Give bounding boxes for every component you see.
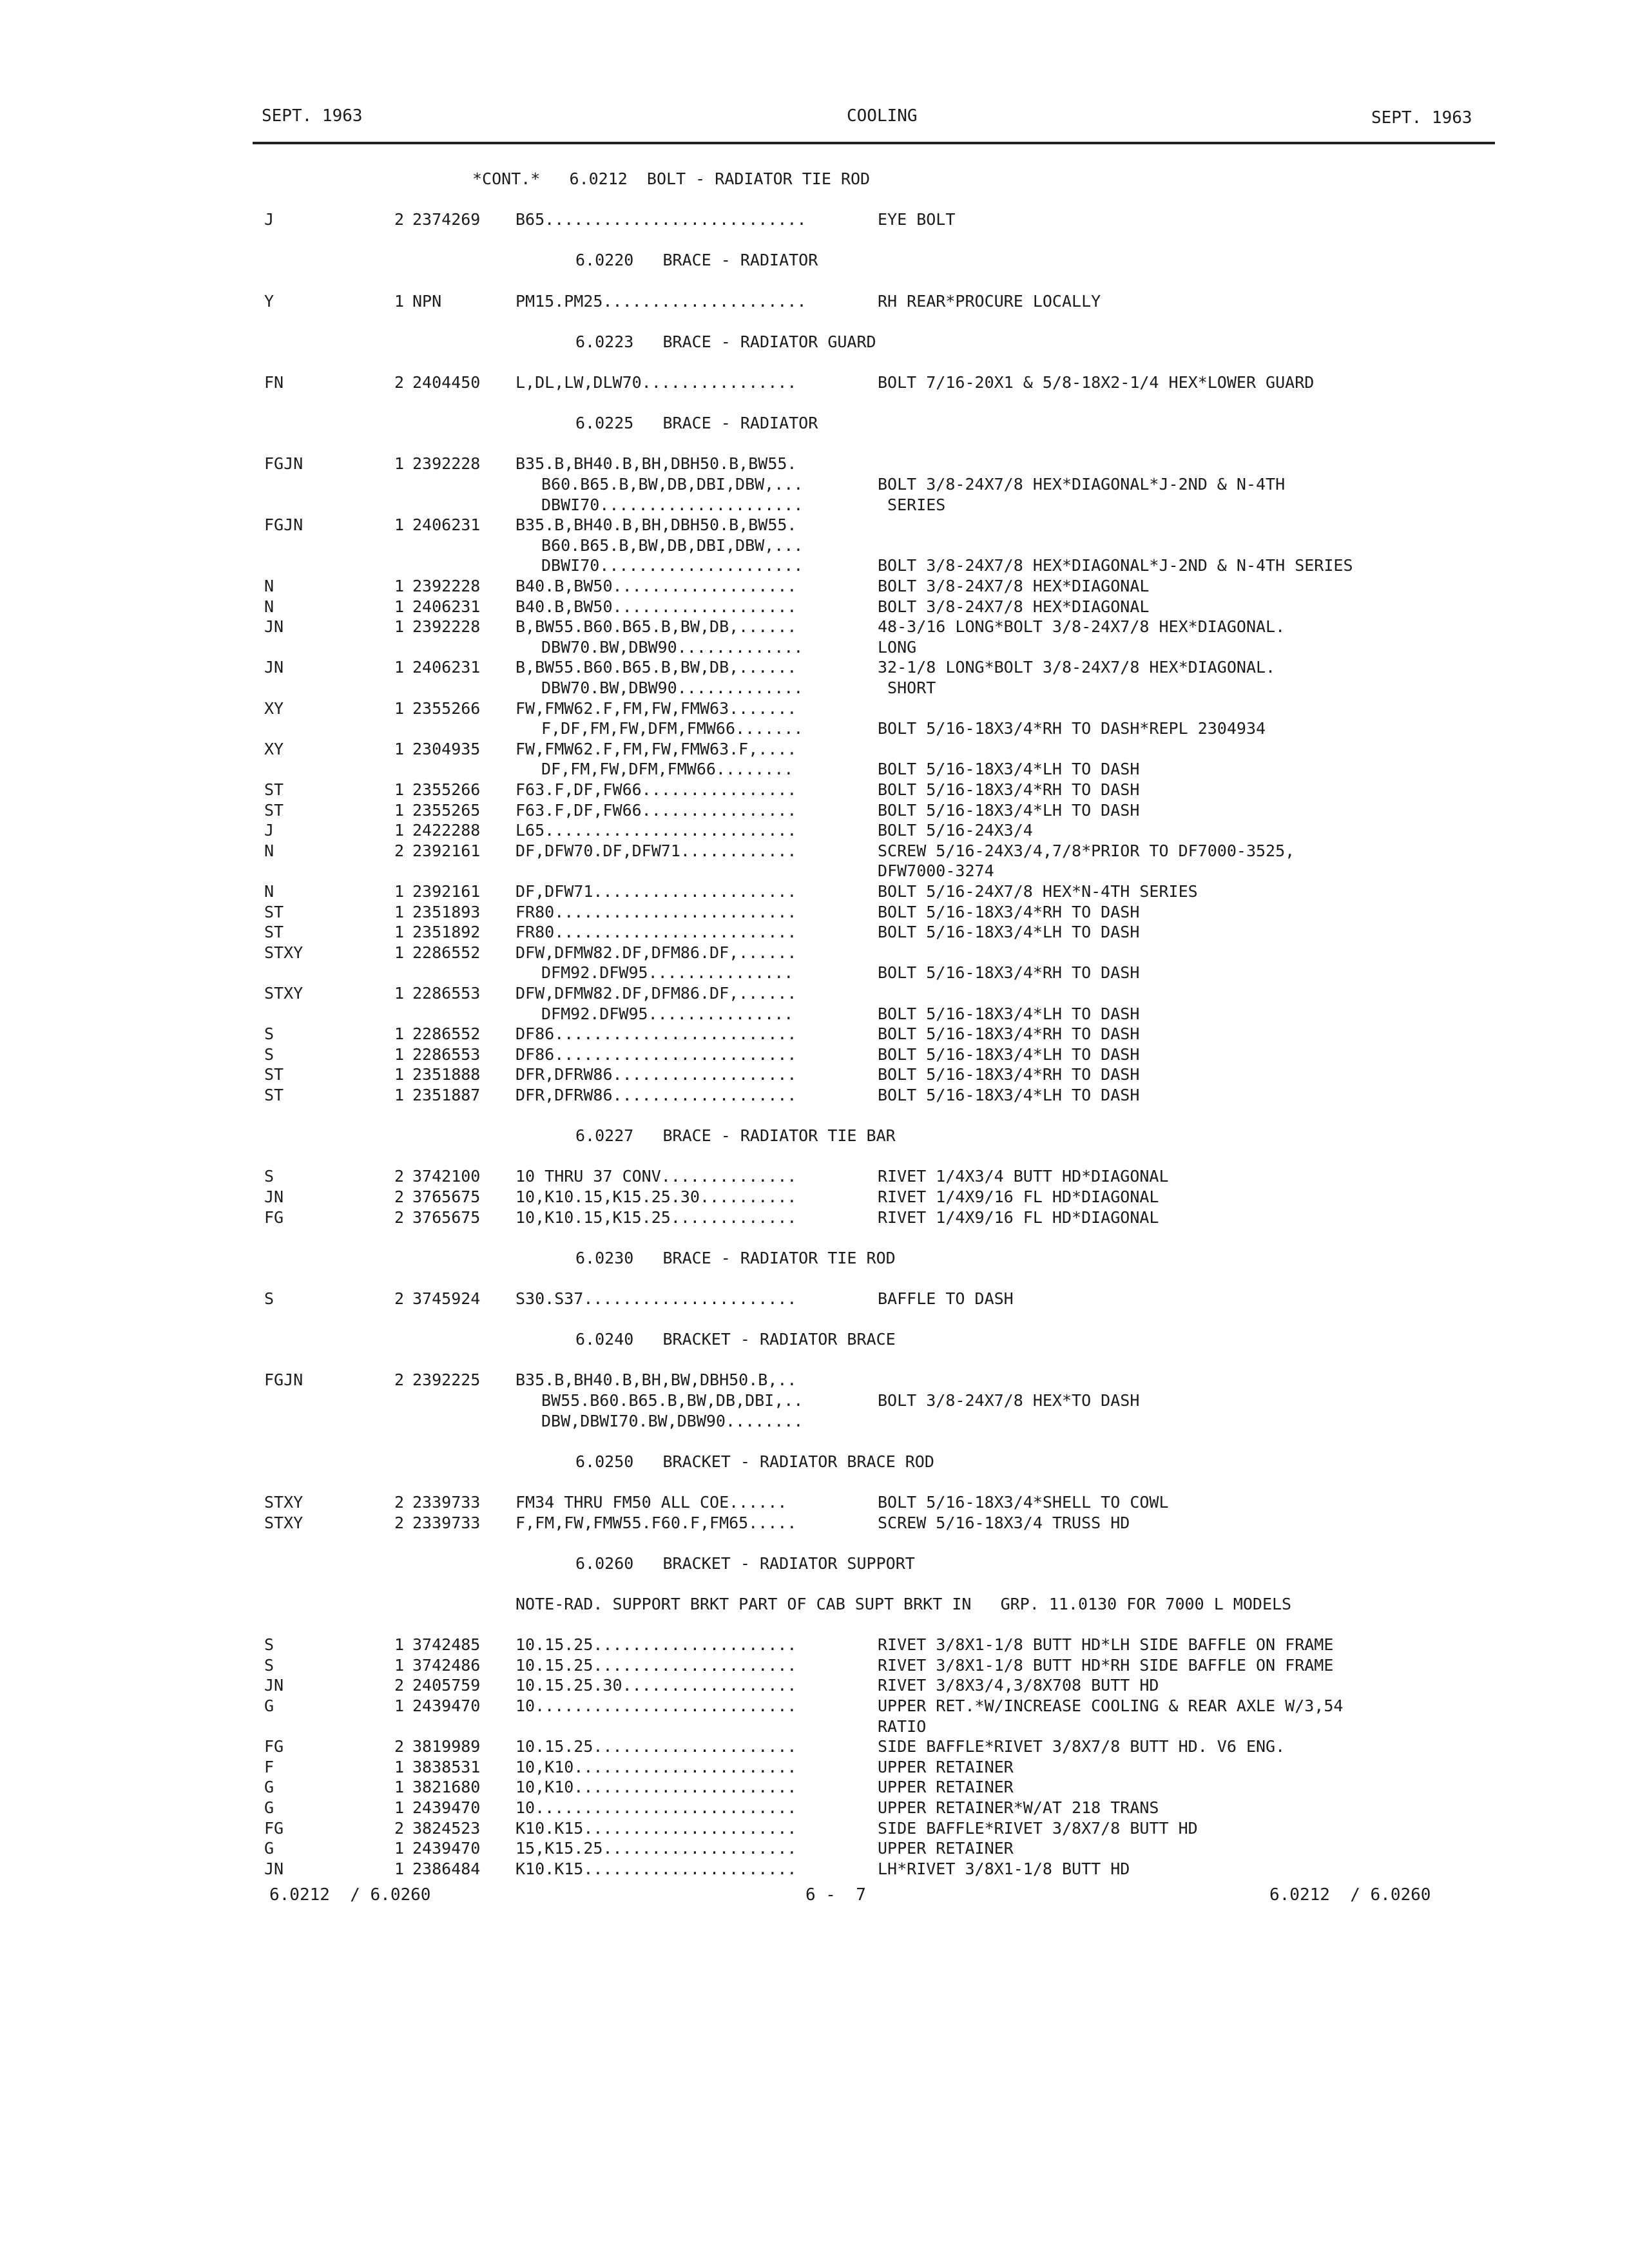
application-models: F,FM,FW,FMW55.F60.F,FM65..... xyxy=(516,1513,797,1532)
part-description: BOLT 5/16-18X3/4*RH TO DASH xyxy=(878,1024,1140,1044)
application-models: DF86......................... xyxy=(516,1024,797,1044)
application-models: FM34 THRU FM50 ALL COE...... xyxy=(516,1493,787,1512)
quantity: 1 xyxy=(394,902,405,921)
application-models: B35.B,BH40.B,BH,DBH50.B,BW55. xyxy=(516,515,797,535)
application-models: DBW70.BW,DBW90............. xyxy=(541,637,804,657)
quantity: 2 xyxy=(394,1493,405,1512)
part-description: RATIO xyxy=(878,1716,927,1736)
part-number: 2406231 xyxy=(412,515,481,535)
quantity: 1 xyxy=(394,291,405,311)
header-title: COOLING xyxy=(847,106,918,126)
part-description: RIVET 3/8X3/4,3/8X708 BUTT HD xyxy=(878,1676,1159,1695)
model-code: J xyxy=(264,210,275,229)
part-number: 2351887 xyxy=(412,1086,481,1104)
part-number: 2392161 xyxy=(412,841,481,860)
quantity: 1 xyxy=(394,1655,405,1675)
part-description: BOLT 5/16-18X3/4*LH TO DASH xyxy=(878,800,1140,820)
application-models: DFW,DFMW82.DF,DFM86.DF,...... xyxy=(516,984,797,1003)
model-code: FGJN xyxy=(264,1370,304,1390)
part-description: BAFFLE TO DASH xyxy=(878,1289,1014,1308)
part-number: 2406231 xyxy=(412,597,481,616)
application-models: 10.15.25..................... xyxy=(516,1635,797,1655)
model-code: FGJN xyxy=(264,515,304,535)
model-code: FGJN xyxy=(264,454,304,474)
model-code: STXY xyxy=(264,943,304,962)
part-number: 2392228 xyxy=(412,454,481,474)
part-description: SIDE BAFFLE*RIVET 3/8X7/8 BUTT HD xyxy=(878,1818,1198,1838)
model-code: S xyxy=(264,1167,275,1186)
part-number: 2392228 xyxy=(412,577,481,595)
quantity: 1 xyxy=(394,1024,405,1044)
part-description: UPPER RETAINER*W/AT 218 TRANS xyxy=(878,1798,1159,1817)
part-number: 2351888 xyxy=(412,1065,481,1084)
application-models: L,DL,LW,DLW70................ xyxy=(516,373,797,392)
part-description: RH REAR*PROCURE LOCALLY xyxy=(878,291,1101,311)
part-number: 2286552 xyxy=(412,1024,481,1044)
quantity: 1 xyxy=(394,1798,405,1817)
application-models: FW,FMW62.F,FM,FW,FMW63.F,.... xyxy=(516,739,797,758)
quantity: 1 xyxy=(394,658,405,677)
part-description: RIVET 1/4X9/16 FL HD*DIAGONAL xyxy=(878,1207,1159,1227)
part-description: SCREW 5/16-24X3/4,7/8*PRIOR TO DF7000-3525, xyxy=(878,841,1295,860)
part-description: BOLT 5/16-18X3/4*RH TO DASH xyxy=(878,902,1140,921)
application-models: 10,K10.15,K15.25............. xyxy=(516,1207,797,1227)
part-description: UPPER RETAINER xyxy=(878,1778,1014,1797)
part-number: 2286552 xyxy=(412,943,481,962)
application-models: K10.K15...................... xyxy=(516,1818,797,1838)
application-models: DFR,DFRW86................... xyxy=(516,1086,797,1104)
part-description: DFW7000-3274 xyxy=(878,861,994,881)
part-number: 2439470 xyxy=(412,1798,481,1817)
part-number: 2439470 xyxy=(412,1696,481,1715)
quantity: 2 xyxy=(394,1167,405,1186)
part-number: 2286553 xyxy=(412,984,481,1003)
model-code: S xyxy=(264,1655,275,1675)
header-date-right: SEPT. 1963 xyxy=(1371,108,1472,128)
model-code: JN xyxy=(264,658,284,677)
quantity: 2 xyxy=(394,1187,405,1206)
part-number: 2404450 xyxy=(412,373,481,392)
application-models: 10 THRU 37 CONV.............. xyxy=(516,1167,797,1186)
model-code: N xyxy=(264,841,275,860)
part-description: UPPER RETAINER xyxy=(878,1757,1014,1776)
model-code: ST xyxy=(264,902,284,921)
model-code: ST xyxy=(264,923,284,942)
quantity: 1 xyxy=(394,1044,405,1064)
model-code: ST xyxy=(264,800,284,820)
application-models: DF,DFW71..................... xyxy=(516,882,797,901)
part-description: BOLT 5/16-18X3/4*RH TO DASH xyxy=(878,963,1140,983)
application-models: B,BW55.B60.B65.B,BW,DB,...... xyxy=(516,617,797,637)
quantity: 1 xyxy=(394,454,405,474)
part-number: NPN xyxy=(412,291,442,311)
application-models: PM15.PM25..................... xyxy=(516,291,807,311)
footer-range-left: 6.0212 / 6.0260 xyxy=(269,1885,431,1905)
part-description: BOLT 3/8-24X7/8 HEX*DIAGONAL xyxy=(878,577,1150,595)
quantity: 1 xyxy=(394,1065,405,1084)
section-heading: *CONT.* 6.0212 BOLT - RADIATOR TIE ROD xyxy=(472,169,871,188)
part-description: BOLT 5/16-24X3/4 xyxy=(878,821,1033,840)
part-number: 2339733 xyxy=(412,1513,481,1532)
section-heading: 6.0225 BRACE - RADIATOR xyxy=(575,414,818,433)
part-description: BOLT 5/16-18X3/4*RH TO DASH xyxy=(878,780,1140,799)
model-code: S xyxy=(264,1635,275,1655)
model-code: FG xyxy=(264,1737,284,1756)
part-number: 2392161 xyxy=(412,882,481,901)
model-code: N xyxy=(264,577,275,595)
application-models: DFM92.DFW95............... xyxy=(541,1004,794,1023)
part-description: BOLT 7/16-20X1 & 5/8-18X2-1/4 HEX*LOWER GUARD xyxy=(878,373,1315,392)
part-description: 48-3/16 LONG*BOLT 3/8-24X7/8 HEX*DIAGONAL. xyxy=(878,617,1286,637)
part-number: 2351893 xyxy=(412,902,481,921)
model-code: S xyxy=(264,1289,275,1308)
part-description: RIVET 3/8X1-1/8 BUTT HD*LH SIDE BAFFLE ON FRAME xyxy=(878,1635,1334,1655)
application-models: 10........................... xyxy=(516,1696,797,1715)
application-models: 10.15.25..................... xyxy=(516,1655,797,1675)
quantity: 1 xyxy=(394,1778,405,1797)
quantity: 2 xyxy=(394,1207,405,1227)
part-description: RIVET 1/4X3/4 BUTT HD*DIAGONAL xyxy=(878,1167,1169,1186)
part-description: BOLT 3/8-24X7/8 HEX*DIAGONAL*J-2ND & N-4TH xyxy=(878,475,1286,494)
model-code: XY xyxy=(264,698,284,718)
part-number: 3742486 xyxy=(412,1655,481,1675)
application-models: B40.B,BW50................... xyxy=(516,597,797,616)
application-models: BW55.B60.B65.B,BW,DB,DBI,.. xyxy=(541,1391,804,1410)
application-models: B35.B,BH40.B,BH,DBH50.B,BW55. xyxy=(516,454,797,474)
application-models: DF86......................... xyxy=(516,1044,797,1064)
part-description: LONG xyxy=(878,637,917,657)
part-description: LH*RIVET 3/8X1-1/8 BUTT HD xyxy=(878,1859,1130,1878)
quantity: 1 xyxy=(394,597,405,616)
part-description: SCREW 5/16-18X3/4 TRUSS HD xyxy=(878,1513,1130,1532)
part-number: 2374269 xyxy=(412,210,481,229)
part-description: UPPER RET.*W/INCREASE COOLING & REAR AXLE W/3,54 xyxy=(878,1696,1344,1715)
part-number: 2304935 xyxy=(412,739,481,758)
quantity: 1 xyxy=(394,1635,405,1655)
application-models: 10,K10....................... xyxy=(516,1778,797,1797)
quantity: 1 xyxy=(394,1859,405,1878)
part-description: UPPER RETAINER xyxy=(878,1839,1014,1858)
quantity: 2 xyxy=(394,210,405,229)
section-heading: 6.0220 BRACE - RADIATOR xyxy=(575,251,818,270)
header-date-left: SEPT. 1963 xyxy=(262,106,363,126)
application-models: DFR,DFRW86................... xyxy=(516,1065,797,1084)
part-number: 2422288 xyxy=(412,821,481,840)
quantity: 1 xyxy=(394,984,405,1003)
section-heading: 6.0250 BRACKET - RADIATOR BRACE ROD xyxy=(575,1452,934,1471)
application-models: 10.15.25..................... xyxy=(516,1737,797,1756)
application-models: DBWI70..................... xyxy=(541,495,804,514)
part-number: 2392228 xyxy=(412,617,481,637)
application-models: DFM92.DFW95............... xyxy=(541,963,794,983)
part-description: BOLT 5/16-18X3/4*LH TO DASH xyxy=(878,1044,1140,1064)
model-code: J xyxy=(264,821,275,840)
part-number: 2406231 xyxy=(412,658,481,677)
part-description: SERIES xyxy=(878,495,946,514)
part-number: 2386484 xyxy=(412,1859,481,1878)
section-heading: 6.0260 BRACKET - RADIATOR SUPPORT xyxy=(575,1553,915,1573)
part-description: EYE BOLT xyxy=(878,210,956,229)
part-description: BOLT 3/8-24X7/8 HEX*DIAGONAL*J-2ND & N-4TH SERIES xyxy=(878,556,1353,575)
model-code: STXY xyxy=(264,984,304,1003)
part-number: 3821680 xyxy=(412,1778,481,1797)
model-code: F xyxy=(264,1757,275,1776)
application-models: 10,K10....................... xyxy=(516,1757,797,1776)
application-models: 15,K15.25.................... xyxy=(516,1839,797,1858)
model-code: JN xyxy=(264,1676,284,1695)
footer-page-number: 6 - 7 xyxy=(805,1885,866,1905)
part-description: BOLT 3/8-24X7/8 HEX*DIAGONAL xyxy=(878,597,1150,616)
application-models: DFW,DFMW82.DF,DFM86.DF,...... xyxy=(516,943,797,962)
application-models: 10.15.25.30.................. xyxy=(516,1676,797,1695)
application-models: B35.B,BH40.B,BH,BW,DBH50.B,.. xyxy=(516,1370,797,1390)
model-code: XY xyxy=(264,739,284,758)
model-code: G xyxy=(264,1778,275,1797)
model-code: Y xyxy=(264,291,275,311)
part-number: 2355266 xyxy=(412,698,481,718)
part-number: 3824523 xyxy=(412,1818,481,1838)
model-code: N xyxy=(264,597,275,616)
part-number: 2351892 xyxy=(412,923,481,942)
part-number: 3765675 xyxy=(412,1207,481,1227)
model-code: G xyxy=(264,1839,275,1858)
part-description: BOLT 5/16-18X3/4*LH TO DASH xyxy=(878,760,1140,779)
application-models: FW,FMW62.F,FM,FW,FMW63....... xyxy=(516,698,797,718)
model-code: ST xyxy=(264,1086,284,1104)
quantity: 1 xyxy=(394,1696,405,1715)
part-description: RIVET 3/8X1-1/8 BUTT HD*RH SIDE BAFFLE ON FRAME xyxy=(878,1655,1334,1675)
quantity: 1 xyxy=(394,515,405,535)
application-models: 10,K10.15,K15.25.30.......... xyxy=(516,1187,797,1206)
part-number: 2355265 xyxy=(412,800,481,820)
application-models: F63.F,DF,FW66................ xyxy=(516,780,797,799)
model-code: ST xyxy=(264,780,284,799)
application-models: K10.K15...................... xyxy=(516,1859,797,1878)
quantity: 1 xyxy=(394,1839,405,1858)
model-code: N xyxy=(264,882,275,901)
model-code: FG xyxy=(264,1207,284,1227)
section-heading: 6.0230 BRACE - RADIATOR TIE ROD xyxy=(575,1248,896,1267)
application-models: DBWI70..................... xyxy=(541,556,804,575)
quantity: 2 xyxy=(394,841,405,860)
part-number: 3742100 xyxy=(412,1167,481,1186)
part-description: BOLT 5/16-18X3/4*LH TO DASH xyxy=(878,1004,1140,1023)
quantity: 1 xyxy=(394,780,405,799)
quantity: 1 xyxy=(394,923,405,942)
part-description: BOLT 5/16-18X3/4*LH TO DASH xyxy=(878,1086,1140,1104)
model-code: FN xyxy=(264,373,284,392)
model-code: G xyxy=(264,1798,275,1817)
quantity: 1 xyxy=(394,800,405,820)
part-description: BOLT 5/16-24X7/8 HEX*N-4TH SERIES xyxy=(878,882,1198,901)
application-models: B65........................... xyxy=(516,210,807,229)
model-code: JN xyxy=(264,617,284,637)
part-description: 32-1/8 LONG*BOLT 3/8-24X7/8 HEX*DIAGONAL. xyxy=(878,658,1276,677)
part-description: BOLT 5/16-18X3/4*LH TO DASH xyxy=(878,923,1140,942)
quantity: 2 xyxy=(394,1370,405,1390)
part-description: SIDE BAFFLE*RIVET 3/8X7/8 BUTT HD. V6 ENG. xyxy=(878,1737,1286,1756)
quantity: 2 xyxy=(394,1289,405,1308)
model-code: S xyxy=(264,1044,275,1064)
application-models: 10........................... xyxy=(516,1798,797,1817)
section-heading: 6.0240 BRACKET - RADIATOR BRACE xyxy=(575,1330,896,1349)
quantity: 1 xyxy=(394,698,405,718)
model-code: STXY xyxy=(264,1493,304,1512)
application-models: DBW,DBWI70.BW,DBW90........ xyxy=(541,1411,804,1430)
part-description: BOLT 5/16-18X3/4*RH TO DASH xyxy=(878,1065,1140,1084)
part-description: RIVET 1/4X9/16 FL HD*DIAGONAL xyxy=(878,1187,1159,1206)
application-models: F63.F,DF,FW66................ xyxy=(516,800,797,820)
quantity: 2 xyxy=(394,1737,405,1756)
section-heading: 6.0227 BRACE - RADIATOR TIE BAR xyxy=(575,1126,896,1146)
application-models: DBW70.BW,DBW90............. xyxy=(541,678,804,697)
quantity: 1 xyxy=(394,1086,405,1104)
part-number: 3742485 xyxy=(412,1635,481,1655)
application-models: B60.B65.B,BW,DB,DBI,DBW,... xyxy=(541,535,804,555)
part-number: 3838531 xyxy=(412,1757,481,1776)
model-code: JN xyxy=(264,1187,284,1206)
model-code: JN xyxy=(264,1859,284,1878)
quantity: 1 xyxy=(394,739,405,758)
model-code: ST xyxy=(264,1065,284,1084)
part-number: 2339733 xyxy=(412,1493,481,1512)
part-number: 2286553 xyxy=(412,1044,481,1064)
section-heading: 6.0223 BRACE - RADIATOR GUARD xyxy=(575,332,876,351)
part-number: 3745924 xyxy=(412,1289,481,1308)
application-models: S30.S37...................... xyxy=(516,1289,797,1308)
part-number: 2405759 xyxy=(412,1676,481,1695)
model-code: G xyxy=(264,1696,275,1715)
quantity: 1 xyxy=(394,617,405,637)
part-description: BOLT 5/16-18X3/4*RH TO DASH*REPL 2304934 xyxy=(878,719,1266,738)
application-models: L65.......................... xyxy=(516,821,797,840)
part-description: SHORT xyxy=(878,678,936,697)
quantity: 1 xyxy=(394,821,405,840)
application-models: DF,DFW70.DF,DFW71............ xyxy=(516,841,797,860)
quantity: 2 xyxy=(394,373,405,392)
application-models: DF,FM,FW,DFM,FMW66........ xyxy=(541,760,794,779)
header-rule xyxy=(253,142,1495,144)
quantity: 2 xyxy=(394,1676,405,1695)
quantity: 1 xyxy=(394,943,405,962)
part-number: 3765675 xyxy=(412,1187,481,1206)
application-models: B,BW55.B60.B65.B,BW,DB,...... xyxy=(516,658,797,677)
application-models: B40.B,BW50................... xyxy=(516,577,797,595)
part-number: 2355266 xyxy=(412,780,481,799)
part-number: 2439470 xyxy=(412,1839,481,1858)
application-models: FR80......................... xyxy=(516,923,797,942)
part-number: 3819989 xyxy=(412,1737,481,1756)
section-note: NOTE-RAD. SUPPORT BRKT PART OF CAB SUPT BRKT IN GRP. 11.0130 FOR 7000 L MODELS xyxy=(516,1595,1292,1613)
quantity: 2 xyxy=(394,1818,405,1838)
quantity: 2 xyxy=(394,1513,405,1532)
footer-range-right: 6.0212 / 6.0260 xyxy=(1269,1885,1431,1905)
part-description: BOLT 5/16-18X3/4*SHELL TO COWL xyxy=(878,1493,1169,1512)
quantity: 1 xyxy=(394,1757,405,1776)
part-description: BOLT 3/8-24X7/8 HEX*TO DASH xyxy=(878,1391,1140,1410)
application-models: F,DF,FM,FW,DFM,FMW66....... xyxy=(541,719,804,738)
model-code: STXY xyxy=(264,1513,304,1532)
model-code: FG xyxy=(264,1818,284,1838)
application-models: FR80......................... xyxy=(516,902,797,921)
quantity: 1 xyxy=(394,882,405,901)
part-number: 2392225 xyxy=(412,1370,481,1390)
application-models: B60.B65.B,BW,DB,DBI,DBW,... xyxy=(541,475,804,494)
quantity: 1 xyxy=(394,577,405,595)
model-code: S xyxy=(264,1024,275,1044)
